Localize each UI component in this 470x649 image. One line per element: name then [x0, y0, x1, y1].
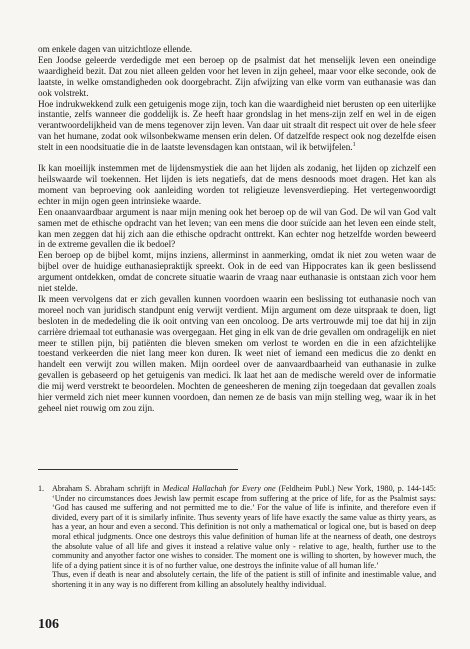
paragraph: Een onaanvaardbaar argument is naar mijn mening ook het beroep op de wil van God. De wil van God valt samen met de ethische opdracht van het leven; van een mens die door suïcide aan het leven een einde stelt, kan men zeggen dat hij zich aan die ethische opdracht onttrekt. Kan echter nog hetzelfde worden beweerd in de extreme gevallen die ik bedoel?	[38, 206, 436, 250]
footnote	[38, 484, 436, 590]
page-number: 106	[38, 617, 59, 632]
body-text	[38, 44, 436, 414]
footnote-divider	[38, 469, 238, 470]
footnote-lead: Abraham S. Abraham schrijft in	[52, 484, 160, 493]
footnote-number: 1.	[38, 484, 45, 493]
paragraph: Ik kan moeilijk instemmen met de lijdensmystiek die aan het lijden als zodanig, het lijden op zichzelf een heilswaarde wil toekennen. Het lijden is iets negatiefs, dat de mens desnoods moet dragen. Het kan als moment van beproeving ook aanleiding worden tot religieuze levensverdieping. Het vertegenwoordigt echter in mijn ogen geen intrinsieke waarde.	[38, 163, 436, 206]
footnote-citation	[52, 484, 436, 570]
footnote-quote: (Feldheim Publ.) New York, 1980, p. 144-145: ‘Under no circumstances does Jewish law permit escape from suffering at the price of life, for as the Psalmist says: ‘God has caused me suffering and not permitted me to die.’ For the value of life is infinite, and therefore even if divided, every part of it is similarly infinite. Thus seventy years of life have exactly the same value as thirty years, as has a year, an hour and even a second. This definition is not only a mathematical or logical one, but is based on deep moral ethical judgments. Once one destroys this value definition of human life at the nearness of death, one destroys the absolute value of all life and gives it instead a relative value only - relative to age, health, further use to the community and anyother factor one wishes to consider. The moment one is willing to shorten, by however much, the life of a dying patient since it is of no further value, one destroys the infinite value of all human life.’	[52, 484, 437, 570]
paragraph: Ik meen vervolgens dat er zich gevallen kunnen voordoen waarin een beslissing tot euthanasie noch van moreel noch van juridisch standpunt enig verwijt verdient. Mijn argument om deze uitspraak te doen, ligt besloten in de mededeling die ik ooit ontving van een oncoloog. De arts vertrouwde mij toe dat hij in zijn carrière driemaal tot euthanasie was overgegaan. Het ging in elk van de drie gevallen om ondragelijk en niet meer te stillen pijn, bij patiënten die bleven smeken om verlost te worden en die in een afzichtelijke toestand verkeerden die niet lang meer kon duren. Ik weet niet of iemand een medicus die zo denkt en handelt een verwijt zou willen maken. Mijn oordeel over de aanvaardbaarheid van euthanasie in zulke gevallen is gebaseerd op het getuigenis van medici. Ik laat het aan de medische wereld over de informatie die mij werd verstrekt te beoordelen. Mochten de geneesheren de mening zijn toegedaan dat gevallen zoals hier vermeld zich niet meer kunnen voordoen, dan nemen ze de basis van mijn stelling weg, waar ik in het geheel niet rouwig om zou zijn.	[38, 293, 436, 413]
paragraph	[38, 99, 436, 154]
footnote-body	[52, 484, 436, 590]
footnote-item	[38, 484, 436, 590]
footnote-continuation: Thus, even if death is near and absolutely certain, the life of the patient is still of infinite and inestimable value, and shortening it in any way is no different from killing an absolutely healthy individual.	[52, 570, 436, 589]
paragraph-text: Hoe indrukwekkend zulk een getuigenis moge zijn, toch kan die waardigheid niet berusten op een uiterlijke instantie, zelfs wanneer die goddelijk is. Ze heeft haar grondslag in het mens-zijn zelf en wel in de eigen verantwoordelijkheid van de mens tegenover zijn leven. Van daar uit straalt dit respect uit over de hele sfeer van het humane, zodat ook wilsonbekwame mensen erin delen. Of datzelfde respect ook nog dezelfde eisen stelt in een noodsituatie die in de laatste levensdagen kan ontstaan, wil ik betwijfelen.	[38, 98, 436, 153]
book-title: Medical Hallachah for Every one	[162, 484, 276, 493]
paragraph: Een Joodse geleerde verdedigde met een beroep op de psalmist dat het menselijk leven een oneindige waardigheid bezit. Dat zou niet alleen gelden voor het leven in zijn geheel, maar voor elke seconde, ook de laatste, in welke omstandigheden ook doorgebracht. Zijn afwijzing van elke vorm van euthanasie was dan ook volstrekt.	[38, 54, 436, 98]
paragraph: Een beroep op de bijbel komt, mijns inziens, allerminst in aanmerking, omdat ik niet zou weten waar de bijbel over de huidige euthanasiepraktijk spreekt. Ook in de eed van Hippocrates kan ik geen beslissend argument ontdekken, omdat de concrete situatie waarin de vraag naar euthanasie is ontstaan zich voor hem niet stelde.	[38, 250, 436, 294]
paragraph: om enkele dagen van uitzichtloze ellende.	[38, 44, 193, 54]
footnote-reference[interactable]: 1	[352, 142, 356, 149]
